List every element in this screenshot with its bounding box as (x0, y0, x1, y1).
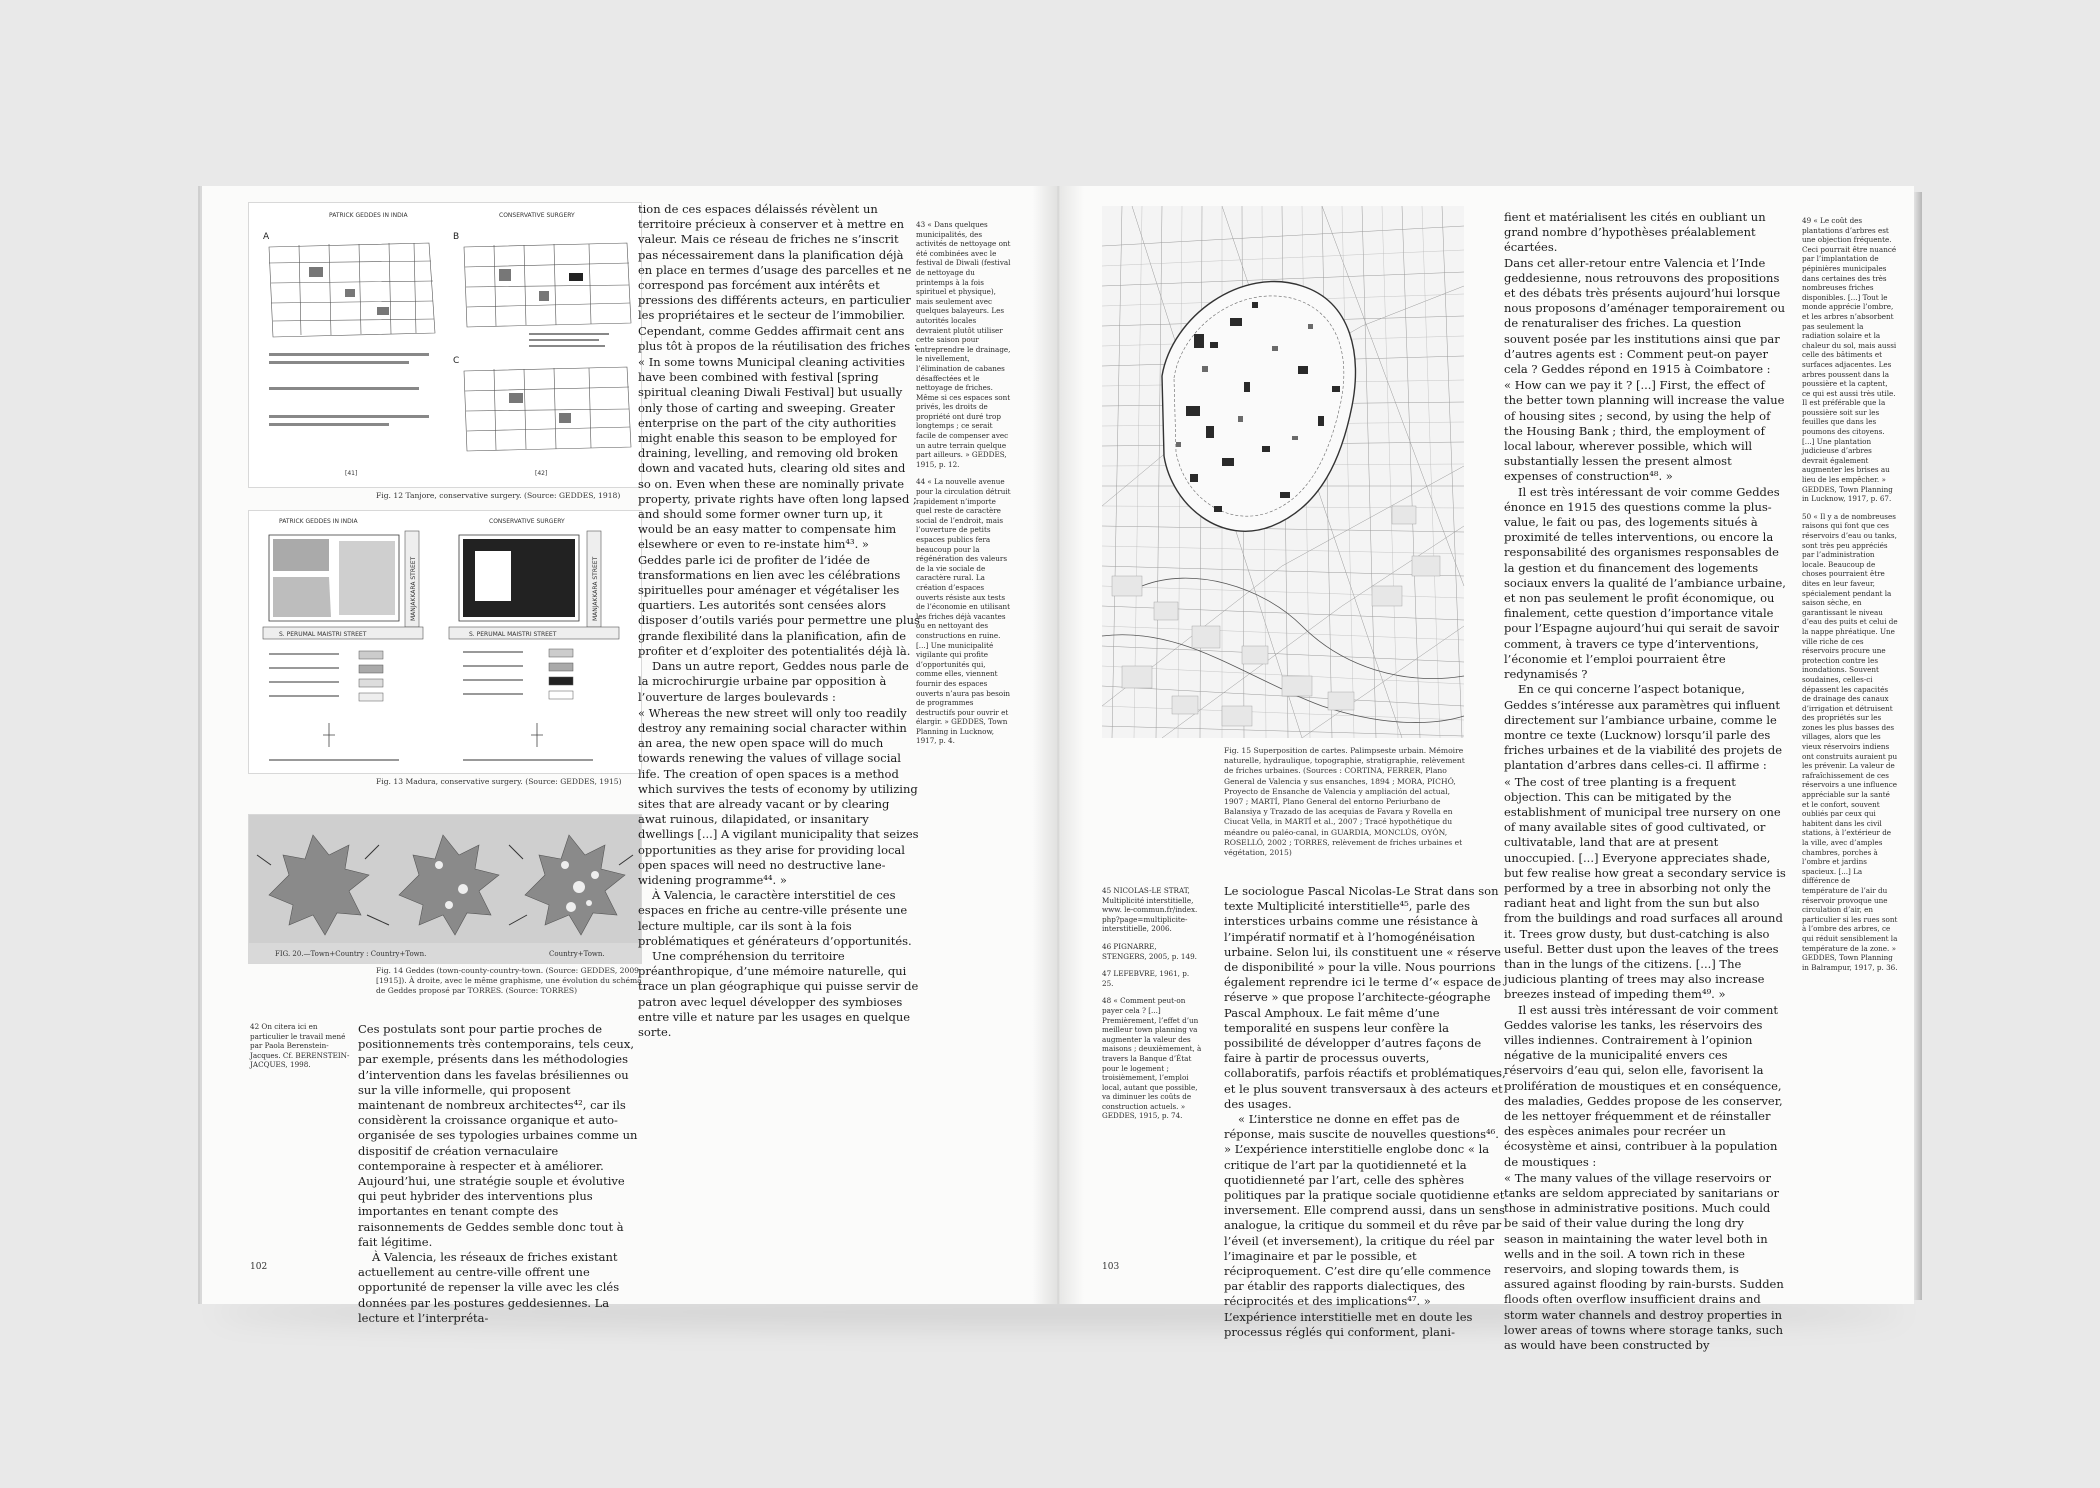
page-number-left: 102 (250, 1262, 268, 1272)
right-column-2 (1504, 210, 1786, 1353)
fig13-street-b: MANJAKKARA STREET (592, 556, 599, 621)
right-col3-paragraph: « L’interstice ne donne en effet pas de réponse, mais suscite de nouvelles questions⁴⁶. » L’expérience interstitielle englobe donc « la critique de l’art par la quotidienneté et la quotidienneté par l’art, celle des sphères politiques par la pratique sociale quotidienne et inversement. Elle comprend aussi, dans un sens analogue, la critique du sommeil et du rêve par l’éveil (et inversement), la critique du réel par l’imaginaire et par le possible, et réciproquement. C’est dire qu’elle commence par établir des rapports dialectiques, des réciprocités et des implications⁴⁷. » L’expérience interstitielle met en doute les processus réglés qui conforment, plani- (1224, 1112, 1505, 1339)
fig14-drawing (249, 815, 641, 963)
left-col1-paragraph: Ces postulats sont pour partie proches de positionnements très contemporains, tels ceux, par exemple, présents dans les méthodologies d’intervention dans les favelas brésiliennes ou sur la ville informelle, qui proposent maintenant de nombreux architectes⁴², car ils considèrent la croissance organique et auto-organisée de ses typologies urbaines comme un dispositif de création vernaculaire contemporaine à respecter et à améliorer. Aujourd’hui, une stratégie souple et évolutive qui peut hybrider des interventions plus importantes en tenant compte des raisonnements de Geddes semble donc tout à fait légitime. (358, 1022, 638, 1249)
left-col2-paragraph: Dans un autre report, Geddes nous parle de la microchirurgie urbaine par opposition à l’ouverture de larges boulevards : (638, 659, 909, 704)
fig13-street-a: MANJAKKARA STREET (410, 556, 417, 621)
book-gutter (1032, 186, 1084, 1304)
sidenote-42 (250, 1022, 350, 1078)
left-col1-paragraph: À Valencia, les réseaux de friches existant actuellement au centre-ville offrent une opportunité de repenser la ville avec les clés données par les postures geddesiennes. La lecture et l’interpréta- (358, 1250, 620, 1325)
fig13-drawing (249, 511, 641, 773)
fig13-image (248, 510, 642, 774)
right-side-right-note: 49 « Le coût des plantations d’arbres est une objection fréquente. Ceci pourrait être nuancé par l’implantation de pépinières municipales dans certaines des très nombreuses friches disponibles. [...] Tout le monde apprécie l’ombre, et les arbres n’absorbent pas seulement la radiation solaire et la chaleur du sol, mais aussi celle des bâtiments et surfaces adjacentes. Les arbres poussent dans la poussière et la captent, ce qui est aussi très utile. Il est préférable que la poussière soit sur les feuilles que dans les poumons des citoyens. [...] Une plantation judicieuse d’arbres devrait également augmenter les brises au lieu de les empêcher. » GEDDES, Town Planning in Lucknow, 1917, p. 67. (1802, 216, 1897, 504)
fig12-title-a: PATRICK GEDDES IN INDIA (329, 212, 408, 219)
left-column-1 (358, 1022, 640, 1326)
right-col4-paragraph: « The many values of the village reservoirs or tanks are seldom appreciated by sanitarians or those in administrative positions. Much could be said of their value during the long dry season in maintaining the water level both in wells and in the soil. A town rich in these reservoirs, and sloping towards them, is assured against flooding by rain-bursts. Sudden floods often overflow insufficient drains and storm water channels and destroy properties in lower areas of towns where storage tanks, such as would have been constructed by (1504, 1170, 1784, 1353)
fig15-caption: Fig. 15 Superposition de cartes. Palimpseste urbain. Mémoire naturelle, hydraulique, topographie, stratigraphie, relèvement de friches urbaines. (Sources : CORTINA, FERRER, Plano General de Valencia y sus ensanches, 1894 ; MORA, PICHÓ, Proyecto de Ensanche de Valencia y ampliación del actual, 1907 ; MARTÍ, Plano General del entorno Periurbano de Balansiya y Trazado de las acequias de Favara y Rovella en Ciucat Vella, in MARTÍ et al., 2007 ; Tracé hypothétique du méandre ou paléo-canal, in GUARDIA, MONCLÚS, OYÓN, ROSELLÓ, 2002 ; TORRES, relèvement de friches urbaines et végétation, 2015) (1224, 746, 1465, 858)
fig13-street2-b: S. PERUMAL MAISTRI STREET (469, 631, 557, 638)
fig12-num-1: [41] (345, 470, 358, 477)
sidenote-42-text: 42 On citera ici en particulier le travail mené par Paola Berenstein-Jacques. Cf. BERENSTEIN-JACQUES, 1998. (250, 1022, 350, 1070)
right-sidenotes-left (1102, 886, 1202, 1129)
left-col2-paragraph: tion de ces espaces délaissés révèlent un territoire précieux à conserver et à mettre en valeur. Mais ce réseau de friches ne s’inscrit pas nécessairement dans la planification déjà en place en termes d’usage des parcelles et ne correspond pas forcément aux intérêts et pressions des différents acteurs, en particulier les propriétaires et le secteur de l’immobilier. Cependant, comme Geddes affirmait cent ans plus tôt à propos de la réutilisation des friches : (638, 202, 918, 353)
page-number-right: 103 (1102, 1262, 1120, 1272)
fig13-title-a: PATRICK GEDDES IN INDIA (279, 518, 358, 525)
fig12-mark-a: A (263, 232, 270, 242)
left-col2-paragraph: « In some towns Municipal cleaning activities have been combined with festival [spring spiritual cleaning Diwali Festival] but usually only those of carting and sweeping. Greater enterprise on the part of the city authorities might enable this season to be employed for draining, levelling, and removing old broken down and vacated huts, clearing old sites and so on. Even when these are nominally private property, private rights have often long lapsed ; and should some former owner turn up, it would be an easy matter to compensate him elsewhere or even to re-instate him⁴³. » (638, 355, 917, 552)
fig12-mark-c: C (453, 356, 460, 366)
fig12-title-b: CONSERVATIVE SURGERY (499, 212, 575, 219)
right-side-left-note: 47 LEFEBVRE, 1961, p. 25. (1102, 969, 1190, 988)
right-side-left-note: 48 « Comment peut-on payer cela ? [...] Premièrement, l’effet d’un meilleur town planning va augmenter la valeur des maisons ; deuxièmement, à travers la Banque d’État pour le logement ; troisièmement, l’emploi local, autant que possible, va diminuer les coûts de construction actuels. » GEDDES, 1915, p. 74. (1102, 996, 1202, 1121)
fig14-label-right: Country+Town. (549, 950, 605, 958)
right-col4-paragraph: En ce qui concerne l’aspect botanique, Geddes s’intéresse aux paramètres qui influent directement sur l’ambiance urbaine, comme le montre ce texte (Lucknow) lorsqu’il parle des friches urbaines et de la viabilité des projets de plantation d’arbres dans celles-ci. Il affirme : (1504, 682, 1783, 773)
left-col2-paragraph: Geddes parle ici de profiter de l’idée de transformations en lien avec les célébrations spirituelles pour aménager et végétaliser les quartiers. Les autorités sont censées alors disposer d’outils variés pour permettre une plus grande flexibilité dans la planification, afin de profiter et d’exploiter des potentialités déjà là. (638, 552, 920, 658)
right-col4-paragraph: Il est aussi très intéressant de voir comment Geddes valorise les tanks, les réservoirs des villes indiennes. Contrairement à l’opinion négative de la municipalité envers ces réservoirs d’eau qui, selon elle, favorisent la prolifération de moustiques et en conséquence, des maladies, Geddes propose de les conserver, de les nettoyer fréquemment et de réinstaller des espèces animales pour recréer un écosystème et ainsi, contribuer à la population de moustiques : (1504, 1002, 1783, 1169)
fig13-street2-a: S. PERUMAL MAISTRI STREET (279, 631, 367, 638)
left-col2-paragraph: À Valencia, le caractère interstitiel de ces espaces en friche au centre-ville présente une lecture multiple, car ils sont à la fois problématiques et générateurs d’opportunités. (638, 888, 912, 948)
right-side-left-note: 46 PIGNARRE, STENGERS, 2005, p. 149. (1102, 941, 1197, 961)
right-sidenotes-right (1802, 216, 1898, 980)
right-col4-paragraph: fient et matérialisent les cités en oubliant un grand nombre d’hypothèses préalablement écartées. (1504, 210, 1766, 255)
right-column-1 (1224, 884, 1506, 1340)
left-page (202, 186, 1058, 1325)
right-col4-paragraph: Dans cet aller-retour entre Valencia et l’Inde geddesienne, nous retrouvons des propositions et des débats très présents aujourd’hui lorsque nous proposons d’aménager temporairement ou de renaturaliser des friches. La question souvent posée par les institutions ainsi que par d’autres agents est : Comment peut-on payer cela ? Geddes répond en 1915 à Coimbatore : (1504, 255, 1785, 377)
right-page (1058, 186, 1914, 1353)
right-side-left-note: 45 NICOLAS-LE STRAT, Multiplicité interstitielle, www. le-commun.fr/index. php?page=multiplicite-interstitielle, 2006. (1102, 886, 1198, 934)
right-side-right-note: 50 « Il y a de nombreuses raisons qui font que ces réservoirs d’eau ou tanks, sont très peu appréciés par l’administration locale. Beaucoup de choses pourraient être dites en leur faveur, spécialement pendant la saison sèche, en garantissant le niveau d’eau des puits et celui de la nappe phréatique. Une ville riche de ces réservoirs procure une protection contre les inondations. Souvent soudaines, celles-ci dépassent les capacités de drainage des canaux d’irrigation et détruisent des propriétés sur les zones les plus basses des villages, alors que les vieux réservoirs indiens ont construits auraient pu les prévenir. La valeur de rafraîchissement de ces réservoirs a une influence appréciable sur la santé et le confort, souvent oubliés par ceux qui habitent dans les civil stations, à l’extérieur de la ville, avec d’amples chambres, porches à l’ombre et jardins spacieux. [...] La différence de température de l’air du réservoir provoque une circulation d’air, en particulier si les rues sont à l’ombre des arbres, ce qui réduit sensiblement la température de la zone. » GEDDES, Town Planning in Balrampur, 1917, p. 36. (1802, 511, 1898, 972)
fig14-caption: Fig. 14 Geddes (town-county-country-town. (Source: GEDDES, 2009 [1915]). À droite, avec le même graphisme, une évolution du schéma de Geddes proposé par TORRES. (Source: TORRES) (376, 966, 642, 996)
fig15-map-drawing (1102, 206, 1464, 738)
right-col4-paragraph: « The cost of tree planting is a frequent objection. This can be mitigated by the establishment of municipal tree nursery on one of many available sites of good cultivated, or cultivatable, land that are at present unoccupied. [...] Everyone appreciates shade, but few realise how great a secondary service is performed by a tree in absorbing not only the radiant heat and light from the sun but also from the buildings and road surfaces all around it. Trees grow dusty, but dust-catching is also useful. Better dust upon the leaves of the trees than in the lungs of the citizens. [...] The judicious planting of trees may also increase breezes instead of impeding them⁴⁹. » (1504, 774, 1786, 1002)
fig12-caption: Fig. 12 Tanjore, conservative surgery. (Source: GEDDES, 1918) (376, 491, 621, 500)
fig13-caption: Fig. 13 Madura, conservative surgery. (Source: GEDDES, 1915) (376, 777, 622, 786)
right-col3-paragraph: Le sociologue Pascal Nicolas-Le Strat dans son texte Multiplicité interstitielle⁴⁵, parle des interstices urbains comme une résistance à l’impératif normatif et à l’homogénéisation urbaine. Selon lui, ils constituent une « réserve de disponibilité » pour la ville. Nous pourrions également reprendre ici le terme d’« espace de réserve » que propose l’architecte-géographe Pascal Amphoux. Le fait même d’une temporalité en suspens leur confère la possibilité de développer d’autres façons de faire à partir de processus ouverts, collaboratifs, parfois réactifs et problématiques, et le plus souvent transversaux à des acteurs et des usages. (1224, 884, 1506, 1111)
fig12-drawing (249, 203, 641, 487)
page-edges (1914, 192, 1922, 1300)
fig14-image (248, 814, 642, 964)
fig14-label-left: FIG. 20.—Town+Country : Country+Town. (275, 950, 427, 958)
fig13-title-b: CONSERVATIVE SURGERY (489, 518, 565, 525)
fig15-map (1102, 206, 1464, 738)
left-side-note: 43 « Dans quelques municipalités, des activités de nettoyage ont été combinées avec le festival de Diwali (festival de nettoyage du printemps à la fois spirituel et physique), mais seulement avec quelques balayeurs. Les autorités locales devraient plutôt utiliser cette saison pour entreprendre le drainage, le nivellement, l’élimination de cabanes désaffectées et le nettoyage de friches. Même si ces espaces sont privés, les droits de propriété ont duré trop longtemps ; ce serait facile de compenser avec un autre terrain quelque part ailleurs. » GEDDES, 1915, p. 12. (916, 220, 1011, 469)
left-col2-paragraph: Une compréhension du territoire préanthropique, d’une mémoire naturelle, qui trace un plan géographique qui puisse servir de patron avec lequel développer des symbioses entre ville et nature par les usages en quelque sorte. (638, 948, 919, 1039)
right-col4-paragraph: « How can we pay it ? [...] First, the effect of the better town planning will increase the value of housing sites ; second, by using the help of the Housing Bank ; third, the employment of local labour, wherever possible, which will substantially lessen the present almost expenses of construction⁴⁸. » (1504, 378, 1785, 484)
right-col4-paragraph: Il est très intéressant de voir comme Geddes énonce en 1915 des questions comme la plus-value, le fait ou pas, des logements situés à proximité de telles interventions, ou encore la responsabilité des organismes responsables de la gestion et du financement des logements sociaux envers la qualité de l’ambiance urbaine, et non pas seulement le profit économique, ou finalement, cette question d’importance vitale pour l’Espagne aujourd’hui qui serait de savoir comment, à travers ce type d’interventions, l’économie et l’emploi pourraient être redynamisés ? (1504, 484, 1786, 682)
left-sidenotes (916, 220, 1012, 754)
left-column-2 (638, 202, 920, 1040)
left-col2-paragraph: « Whereas the new street will only too readily destroy any remaining social character within an area, the new open space will do much towards renewing the values of village social life. The creation of open spaces is a method which survives the tests of economy by utilizing sites that are already vacant or by clearing awat ruinous, dilapidated, or insanitary dwellings [...] A vigilant municipality that seizes opportunities as they arise for providing local open spaces will need no destructive lane-widening programme⁴⁴. » (638, 705, 919, 887)
book-spread (202, 186, 1914, 1353)
fig12-mark-b: B (453, 232, 460, 242)
fig12-image (248, 202, 642, 488)
left-side-note: 44 « La nouvelle avenue pour la circulation détruit rapidement n’importe quel reste de caractère social de l’endroit, mais l’ouverture de petits espaces publics fera beaucoup pour la régénération des valeurs de la vie sociale de caractère rural. La création d’espaces ouverts résiste aux tests de l’économie en utilisant les friches déjà vacantes ou en nettoyant des constructions en ruine. [...] Une municipalité vigilante qui profite d’opportunités qui, comme elles, viennent fournir des espaces ouverts n’aura pas besoin de programmes destructifs pour ouvrir et élargir. » GEDDES, Town Planning in Lucknow, 1917, p. 4. (916, 477, 1011, 746)
fig12-num-2: [42] (535, 470, 548, 477)
